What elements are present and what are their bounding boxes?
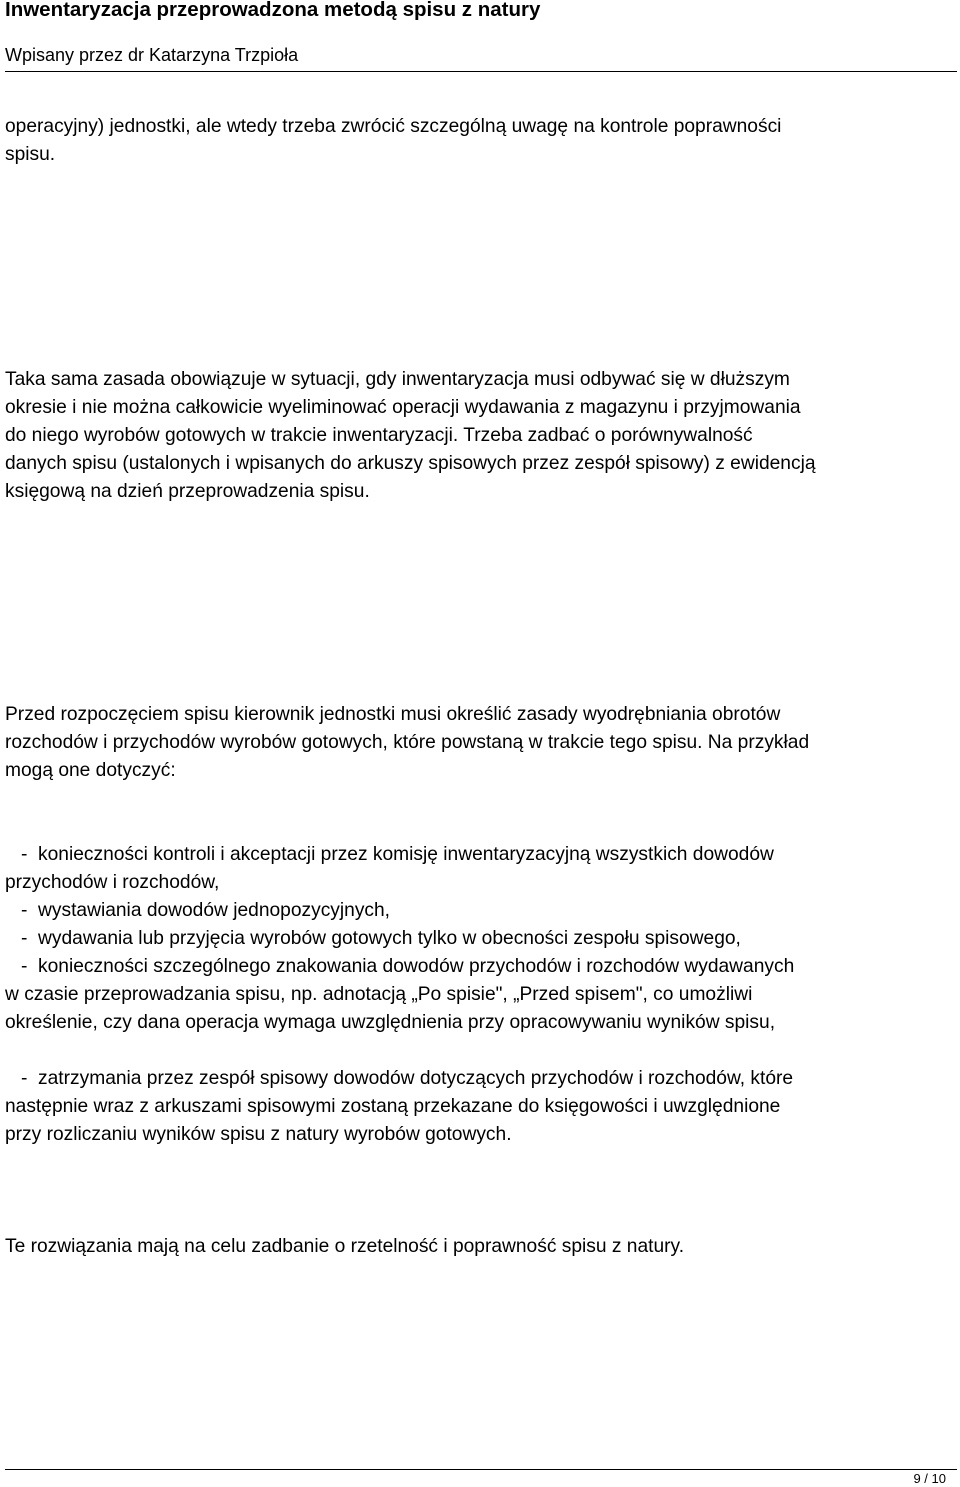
list-item: - konieczności kontroli i akceptacji przez komisję inwentaryzacyjną wszystkich dowodów (5, 844, 774, 865)
paragraph-line: do niego wyrobów gotowych w trakcie inwentaryzacji. Trzeba zadbać o porównywalność (5, 425, 753, 446)
list-item: przy rozliczaniu wyników spisu z natury wyrobów gotowych. (5, 1124, 512, 1145)
list-item: przychodów i rozchodów, (5, 872, 220, 893)
paragraph-line: rozchodów i przychodów wyrobów gotowych, które powstaną w trakcie tego spisu. Na przykład (5, 732, 810, 753)
paragraph-1 (5, 113, 955, 169)
paragraph-line: księgową na dzień przeprowadzenia spisu. (5, 481, 370, 502)
paragraph-3 (5, 701, 955, 785)
page-number: 9 / 10 (913, 1471, 946, 1486)
paragraph-line: spisu. (5, 144, 56, 165)
paragraph-6 (5, 1233, 955, 1261)
footer-divider (5, 1469, 957, 1470)
paragraph-2 (5, 366, 955, 506)
paragraph-line: mogą one dotyczyć: (5, 760, 176, 781)
list-item: następnie wraz z arkuszami spisowymi zostaną przekazane do księgowości i uwzględnione (5, 1096, 781, 1117)
list-block-2 (5, 1065, 955, 1149)
list-item: określenie, czy dana operacja wymaga uwzględnienia przy opracowywaniu wyników spisu, (5, 1012, 776, 1033)
paragraph-line: Taka sama zasada obowiązuje w sytuacji, gdy inwentaryzacja musi odbywać się w dłuższym (5, 369, 790, 390)
paragraph-line: Przed rozpoczęciem spisu kierownik jednostki musi określić zasady wyodrębniania obrotów (5, 704, 781, 725)
document-title: Inwentaryzacja przeprowadzona metodą spisu z natury (5, 0, 541, 21)
paragraph-line: operacyjny) jednostki, ale wtedy trzeba zwrócić szczególną uwagę na kontrole poprawności (5, 116, 782, 137)
paragraph-line: okresie i nie można całkowicie wyeliminować operacji wydawania z magazynu i przyjmowania (5, 397, 801, 418)
paragraph-line: danych spisu (ustalonych i wpisanych do arkuszy spisowych przez zespół spisowy) z ewidencją (5, 453, 816, 474)
list-item: w czasie przeprowadzania spisu, np. adnotacją „Po spisie", „Przed spisem", co umożliwi (5, 984, 753, 1005)
list-item: - wydawania lub przyjęcia wyrobów gotowych tylko w obecności zespołu spisowego, (5, 928, 741, 949)
list-item: - konieczności szczególnego znakowania dowodów przychodów i rozchodów wydawanych (5, 956, 795, 977)
list-item: - zatrzymania przez zespół spisowy dowodów dotyczących przychodów i rozchodów, które (5, 1068, 794, 1089)
list-item: - wystawiania dowodów jednopozycyjnych, (5, 900, 391, 921)
author-line: Wpisany przez dr Katarzyna Trzpioła (5, 45, 299, 65)
header-divider (5, 71, 957, 72)
list-block-1 (5, 841, 955, 1037)
paragraph-line: Te rozwiązania mają na celu zadbanie o rzetelność i poprawność spisu z natury. (5, 1236, 685, 1257)
